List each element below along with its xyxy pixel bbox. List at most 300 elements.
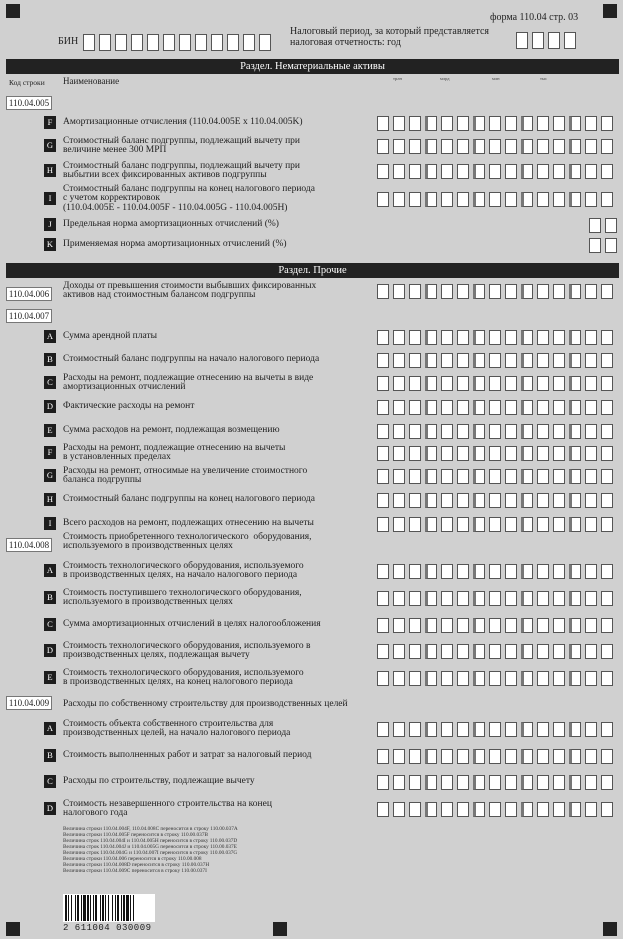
amount-digit-box[interactable] bbox=[409, 330, 421, 345]
amount-digit-box[interactable] bbox=[441, 376, 453, 391]
amount-digit-box[interactable] bbox=[537, 424, 549, 439]
amount-digit-box[interactable] bbox=[601, 775, 613, 790]
amount-input[interactable] bbox=[377, 192, 617, 207]
amount-digit-box[interactable] bbox=[505, 164, 517, 179]
amount-digit-box[interactable] bbox=[601, 644, 613, 659]
amount-digit-box[interactable] bbox=[457, 424, 469, 439]
amount-digit-box[interactable] bbox=[393, 722, 405, 737]
amount-digit-box[interactable] bbox=[377, 116, 389, 131]
amount-digit-box[interactable] bbox=[441, 353, 453, 368]
amount-digit-box[interactable] bbox=[377, 192, 389, 207]
amount-digit-box[interactable] bbox=[441, 722, 453, 737]
amount-digit-box[interactable] bbox=[489, 591, 501, 606]
amount-digit-box[interactable] bbox=[489, 469, 501, 484]
amount-digit-box[interactable] bbox=[457, 671, 469, 686]
amount-digit-box[interactable] bbox=[473, 330, 485, 345]
amount-digit-box[interactable] bbox=[521, 164, 533, 179]
amount-input[interactable] bbox=[377, 517, 617, 532]
amount-digit-box[interactable] bbox=[441, 564, 453, 579]
amount-digit-box[interactable] bbox=[521, 644, 533, 659]
amount-digit-box[interactable] bbox=[409, 376, 421, 391]
amount-digit-box[interactable] bbox=[521, 517, 533, 532]
amount-digit-box[interactable] bbox=[537, 330, 549, 345]
amount-digit-box[interactable] bbox=[377, 775, 389, 790]
bin-digit-box[interactable] bbox=[147, 34, 159, 51]
amount-digit-box[interactable] bbox=[537, 722, 549, 737]
amount-digit-box[interactable] bbox=[601, 469, 613, 484]
percent-digit-box[interactable] bbox=[605, 218, 617, 233]
amount-digit-box[interactable] bbox=[553, 517, 565, 532]
amount-digit-box[interactable] bbox=[425, 517, 437, 532]
amount-digit-box[interactable] bbox=[585, 802, 597, 817]
amount-input[interactable] bbox=[377, 618, 617, 633]
amount-digit-box[interactable] bbox=[409, 644, 421, 659]
amount-digit-box[interactable] bbox=[409, 284, 421, 299]
bin-digit-box[interactable] bbox=[131, 34, 143, 51]
amount-digit-box[interactable] bbox=[425, 139, 437, 154]
amount-digit-box[interactable] bbox=[585, 376, 597, 391]
amount-digit-box[interactable] bbox=[425, 164, 437, 179]
amount-digit-box[interactable] bbox=[505, 330, 517, 345]
amount-input[interactable] bbox=[377, 493, 617, 508]
amount-digit-box[interactable] bbox=[393, 671, 405, 686]
amount-digit-box[interactable] bbox=[505, 775, 517, 790]
amount-digit-box[interactable] bbox=[473, 775, 485, 790]
amount-digit-box[interactable] bbox=[521, 284, 533, 299]
amount-digit-box[interactable] bbox=[489, 618, 501, 633]
amount-digit-box[interactable] bbox=[473, 749, 485, 764]
amount-digit-box[interactable] bbox=[537, 618, 549, 633]
amount-digit-box[interactable] bbox=[425, 284, 437, 299]
amount-digit-box[interactable] bbox=[601, 376, 613, 391]
amount-digit-box[interactable] bbox=[457, 618, 469, 633]
amount-digit-box[interactable] bbox=[393, 139, 405, 154]
amount-digit-box[interactable] bbox=[457, 775, 469, 790]
amount-digit-box[interactable] bbox=[409, 517, 421, 532]
amount-digit-box[interactable] bbox=[553, 564, 565, 579]
percent-digit-box[interactable] bbox=[605, 238, 617, 253]
amount-digit-box[interactable] bbox=[457, 493, 469, 508]
amount-digit-box[interactable] bbox=[537, 400, 549, 415]
amount-digit-box[interactable] bbox=[473, 591, 485, 606]
amount-digit-box[interactable] bbox=[425, 493, 437, 508]
amount-digit-box[interactable] bbox=[585, 192, 597, 207]
amount-digit-box[interactable] bbox=[489, 671, 501, 686]
amount-digit-box[interactable] bbox=[537, 446, 549, 461]
amount-digit-box[interactable] bbox=[409, 671, 421, 686]
amount-digit-box[interactable] bbox=[521, 446, 533, 461]
amount-digit-box[interactable] bbox=[537, 353, 549, 368]
amount-digit-box[interactable] bbox=[377, 722, 389, 737]
amount-digit-box[interactable] bbox=[473, 564, 485, 579]
amount-digit-box[interactable] bbox=[585, 424, 597, 439]
amount-digit-box[interactable] bbox=[473, 424, 485, 439]
amount-digit-box[interactable] bbox=[537, 284, 549, 299]
amount-digit-box[interactable] bbox=[505, 591, 517, 606]
amount-digit-box[interactable] bbox=[473, 376, 485, 391]
amount-digit-box[interactable] bbox=[489, 775, 501, 790]
amount-digit-box[interactable] bbox=[489, 424, 501, 439]
amount-digit-box[interactable] bbox=[521, 802, 533, 817]
amount-digit-box[interactable] bbox=[441, 446, 453, 461]
amount-digit-box[interactable] bbox=[569, 564, 581, 579]
amount-digit-box[interactable] bbox=[553, 671, 565, 686]
amount-digit-box[interactable] bbox=[569, 376, 581, 391]
year-digit-box[interactable] bbox=[532, 32, 544, 49]
amount-digit-box[interactable] bbox=[409, 116, 421, 131]
amount-digit-box[interactable] bbox=[489, 330, 501, 345]
bin-digit-box[interactable] bbox=[259, 34, 271, 51]
amount-digit-box[interactable] bbox=[377, 564, 389, 579]
amount-digit-box[interactable] bbox=[377, 139, 389, 154]
bin-digit-box[interactable] bbox=[83, 34, 95, 51]
amount-digit-box[interactable] bbox=[457, 722, 469, 737]
amount-digit-box[interactable] bbox=[409, 446, 421, 461]
amount-digit-box[interactable] bbox=[409, 564, 421, 579]
amount-digit-box[interactable] bbox=[505, 192, 517, 207]
amount-digit-box[interactable] bbox=[425, 564, 437, 579]
bin-digit-box[interactable] bbox=[179, 34, 191, 51]
amount-digit-box[interactable] bbox=[537, 671, 549, 686]
amount-digit-box[interactable] bbox=[393, 400, 405, 415]
amount-digit-box[interactable] bbox=[377, 400, 389, 415]
amount-digit-box[interactable] bbox=[585, 591, 597, 606]
amount-digit-box[interactable] bbox=[377, 671, 389, 686]
amount-digit-box[interactable] bbox=[457, 446, 469, 461]
amount-digit-box[interactable] bbox=[441, 644, 453, 659]
amount-digit-box[interactable] bbox=[601, 446, 613, 461]
amount-digit-box[interactable] bbox=[473, 400, 485, 415]
amount-digit-box[interactable] bbox=[553, 644, 565, 659]
amount-input[interactable] bbox=[377, 722, 617, 737]
amount-digit-box[interactable] bbox=[553, 722, 565, 737]
amount-input[interactable] bbox=[377, 671, 617, 686]
amount-digit-box[interactable] bbox=[553, 376, 565, 391]
amount-digit-box[interactable] bbox=[569, 284, 581, 299]
amount-digit-box[interactable] bbox=[457, 400, 469, 415]
amount-digit-box[interactable] bbox=[441, 517, 453, 532]
amount-digit-box[interactable] bbox=[393, 469, 405, 484]
percent-digit-box[interactable] bbox=[589, 218, 601, 233]
amount-digit-box[interactable] bbox=[377, 446, 389, 461]
amount-input[interactable] bbox=[377, 330, 617, 345]
amount-digit-box[interactable] bbox=[489, 376, 501, 391]
amount-digit-box[interactable] bbox=[425, 671, 437, 686]
amount-digit-box[interactable] bbox=[585, 116, 597, 131]
amount-digit-box[interactable] bbox=[425, 722, 437, 737]
bin-digit-box[interactable] bbox=[115, 34, 127, 51]
amount-digit-box[interactable] bbox=[393, 493, 405, 508]
amount-digit-box[interactable] bbox=[377, 517, 389, 532]
amount-digit-box[interactable] bbox=[553, 469, 565, 484]
amount-input[interactable] bbox=[377, 446, 617, 461]
amount-digit-box[interactable] bbox=[457, 802, 469, 817]
amount-digit-box[interactable] bbox=[441, 749, 453, 764]
amount-digit-box[interactable] bbox=[425, 644, 437, 659]
amount-digit-box[interactable] bbox=[521, 775, 533, 790]
amount-digit-box[interactable] bbox=[409, 775, 421, 790]
amount-digit-box[interactable] bbox=[473, 618, 485, 633]
amount-digit-box[interactable] bbox=[553, 330, 565, 345]
amount-digit-box[interactable] bbox=[473, 139, 485, 154]
amount-digit-box[interactable] bbox=[585, 493, 597, 508]
amount-digit-box[interactable] bbox=[521, 591, 533, 606]
amount-input[interactable] bbox=[377, 591, 617, 606]
amount-digit-box[interactable] bbox=[585, 671, 597, 686]
amount-input[interactable] bbox=[377, 564, 617, 579]
amount-digit-box[interactable] bbox=[377, 802, 389, 817]
amount-digit-box[interactable] bbox=[585, 618, 597, 633]
amount-digit-box[interactable] bbox=[601, 116, 613, 131]
amount-digit-box[interactable] bbox=[585, 139, 597, 154]
amount-digit-box[interactable] bbox=[457, 330, 469, 345]
amount-digit-box[interactable] bbox=[473, 116, 485, 131]
amount-digit-box[interactable] bbox=[521, 564, 533, 579]
amount-digit-box[interactable] bbox=[425, 749, 437, 764]
amount-digit-box[interactable] bbox=[441, 400, 453, 415]
amount-digit-box[interactable] bbox=[505, 564, 517, 579]
amount-digit-box[interactable] bbox=[409, 618, 421, 633]
amount-digit-box[interactable] bbox=[473, 446, 485, 461]
amount-digit-box[interactable] bbox=[537, 802, 549, 817]
amount-digit-box[interactable] bbox=[425, 424, 437, 439]
amount-digit-box[interactable] bbox=[553, 192, 565, 207]
amount-digit-box[interactable] bbox=[505, 116, 517, 131]
amount-digit-box[interactable] bbox=[505, 424, 517, 439]
amount-digit-box[interactable] bbox=[441, 591, 453, 606]
amount-digit-box[interactable] bbox=[425, 400, 437, 415]
amount-digit-box[interactable] bbox=[601, 591, 613, 606]
amount-digit-box[interactable] bbox=[601, 517, 613, 532]
bin-digit-box[interactable] bbox=[163, 34, 175, 51]
amount-digit-box[interactable] bbox=[569, 400, 581, 415]
amount-digit-box[interactable] bbox=[585, 469, 597, 484]
amount-digit-box[interactable] bbox=[569, 671, 581, 686]
amount-digit-box[interactable] bbox=[569, 722, 581, 737]
amount-digit-box[interactable] bbox=[601, 400, 613, 415]
amount-digit-box[interactable] bbox=[377, 424, 389, 439]
amount-digit-box[interactable] bbox=[409, 353, 421, 368]
amount-digit-box[interactable] bbox=[585, 775, 597, 790]
amount-digit-box[interactable] bbox=[601, 671, 613, 686]
amount-input[interactable] bbox=[377, 802, 617, 817]
amount-input[interactable] bbox=[377, 116, 617, 131]
amount-digit-box[interactable] bbox=[425, 469, 437, 484]
amount-digit-box[interactable] bbox=[393, 564, 405, 579]
amount-digit-box[interactable] bbox=[537, 493, 549, 508]
amount-digit-box[interactable] bbox=[409, 192, 421, 207]
amount-digit-box[interactable] bbox=[585, 564, 597, 579]
amount-digit-box[interactable] bbox=[601, 353, 613, 368]
amount-digit-box[interactable] bbox=[457, 376, 469, 391]
amount-input[interactable] bbox=[377, 164, 617, 179]
amount-digit-box[interactable] bbox=[505, 749, 517, 764]
year-digit-box[interactable] bbox=[548, 32, 560, 49]
amount-digit-box[interactable] bbox=[521, 400, 533, 415]
amount-digit-box[interactable] bbox=[521, 192, 533, 207]
amount-digit-box[interactable] bbox=[505, 802, 517, 817]
amount-digit-box[interactable] bbox=[505, 376, 517, 391]
amount-digit-box[interactable] bbox=[441, 469, 453, 484]
amount-digit-box[interactable] bbox=[457, 139, 469, 154]
amount-digit-box[interactable] bbox=[409, 722, 421, 737]
bin-digit-box[interactable] bbox=[227, 34, 239, 51]
amount-digit-box[interactable] bbox=[457, 591, 469, 606]
amount-digit-box[interactable] bbox=[505, 722, 517, 737]
amount-digit-box[interactable] bbox=[585, 517, 597, 532]
amount-digit-box[interactable] bbox=[505, 671, 517, 686]
amount-digit-box[interactable] bbox=[489, 644, 501, 659]
amount-digit-box[interactable] bbox=[537, 116, 549, 131]
amount-digit-box[interactable] bbox=[505, 139, 517, 154]
amount-digit-box[interactable] bbox=[569, 493, 581, 508]
amount-digit-box[interactable] bbox=[505, 493, 517, 508]
amount-digit-box[interactable] bbox=[393, 424, 405, 439]
amount-digit-box[interactable] bbox=[553, 116, 565, 131]
bin-digit-box[interactable] bbox=[195, 34, 207, 51]
amount-digit-box[interactable] bbox=[521, 722, 533, 737]
amount-digit-box[interactable] bbox=[393, 284, 405, 299]
amount-digit-box[interactable] bbox=[457, 749, 469, 764]
amount-digit-box[interactable] bbox=[473, 469, 485, 484]
amount-digit-box[interactable] bbox=[489, 139, 501, 154]
amount-digit-box[interactable] bbox=[585, 749, 597, 764]
amount-digit-box[interactable] bbox=[473, 353, 485, 368]
amount-digit-box[interactable] bbox=[489, 400, 501, 415]
amount-digit-box[interactable] bbox=[377, 164, 389, 179]
amount-digit-box[interactable] bbox=[569, 330, 581, 345]
bin-digit-box[interactable] bbox=[99, 34, 111, 51]
amount-digit-box[interactable] bbox=[377, 644, 389, 659]
amount-digit-box[interactable] bbox=[569, 618, 581, 633]
amount-digit-box[interactable] bbox=[537, 775, 549, 790]
amount-input[interactable] bbox=[377, 424, 617, 439]
amount-digit-box[interactable] bbox=[473, 284, 485, 299]
amount-digit-box[interactable] bbox=[569, 424, 581, 439]
amount-digit-box[interactable] bbox=[441, 618, 453, 633]
amount-digit-box[interactable] bbox=[601, 749, 613, 764]
amount-digit-box[interactable] bbox=[489, 802, 501, 817]
amount-digit-box[interactable] bbox=[473, 671, 485, 686]
amount-digit-box[interactable] bbox=[569, 446, 581, 461]
amount-digit-box[interactable] bbox=[601, 284, 613, 299]
amount-digit-box[interactable] bbox=[601, 618, 613, 633]
amount-digit-box[interactable] bbox=[409, 164, 421, 179]
amount-digit-box[interactable] bbox=[393, 446, 405, 461]
amount-input[interactable] bbox=[377, 376, 617, 391]
amount-digit-box[interactable] bbox=[569, 469, 581, 484]
amount-input[interactable] bbox=[377, 469, 617, 484]
amount-digit-box[interactable] bbox=[553, 749, 565, 764]
amount-digit-box[interactable] bbox=[457, 517, 469, 532]
amount-digit-box[interactable] bbox=[473, 493, 485, 508]
amount-digit-box[interactable] bbox=[409, 400, 421, 415]
amount-digit-box[interactable] bbox=[569, 116, 581, 131]
amount-digit-box[interactable] bbox=[489, 284, 501, 299]
amount-digit-box[interactable] bbox=[553, 775, 565, 790]
amount-digit-box[interactable] bbox=[377, 376, 389, 391]
amount-digit-box[interactable] bbox=[569, 749, 581, 764]
amount-digit-box[interactable] bbox=[521, 139, 533, 154]
amount-digit-box[interactable] bbox=[377, 353, 389, 368]
amount-digit-box[interactable] bbox=[393, 591, 405, 606]
amount-digit-box[interactable] bbox=[409, 591, 421, 606]
amount-digit-box[interactable] bbox=[393, 644, 405, 659]
amount-digit-box[interactable] bbox=[393, 775, 405, 790]
amount-digit-box[interactable] bbox=[505, 517, 517, 532]
amount-digit-box[interactable] bbox=[409, 802, 421, 817]
amount-digit-box[interactable] bbox=[601, 139, 613, 154]
amount-digit-box[interactable] bbox=[553, 424, 565, 439]
amount-digit-box[interactable] bbox=[521, 353, 533, 368]
amount-digit-box[interactable] bbox=[489, 517, 501, 532]
amount-digit-box[interactable] bbox=[425, 802, 437, 817]
amount-digit-box[interactable] bbox=[553, 164, 565, 179]
amount-digit-box[interactable] bbox=[489, 564, 501, 579]
amount-input[interactable] bbox=[377, 284, 617, 299]
amount-digit-box[interactable] bbox=[441, 164, 453, 179]
amount-digit-box[interactable] bbox=[553, 284, 565, 299]
amount-digit-box[interactable] bbox=[473, 722, 485, 737]
amount-digit-box[interactable] bbox=[409, 493, 421, 508]
amount-digit-box[interactable] bbox=[473, 192, 485, 207]
amount-digit-box[interactable] bbox=[569, 591, 581, 606]
amount-digit-box[interactable] bbox=[601, 802, 613, 817]
amount-digit-box[interactable] bbox=[425, 618, 437, 633]
amount-input[interactable] bbox=[377, 353, 617, 368]
amount-digit-box[interactable] bbox=[393, 749, 405, 764]
amount-digit-box[interactable] bbox=[393, 376, 405, 391]
amount-digit-box[interactable] bbox=[457, 564, 469, 579]
amount-digit-box[interactable] bbox=[601, 722, 613, 737]
amount-digit-box[interactable] bbox=[425, 116, 437, 131]
amount-digit-box[interactable] bbox=[489, 353, 501, 368]
amount-digit-box[interactable] bbox=[505, 618, 517, 633]
amount-digit-box[interactable] bbox=[377, 618, 389, 633]
amount-digit-box[interactable] bbox=[393, 618, 405, 633]
amount-digit-box[interactable] bbox=[393, 517, 405, 532]
amount-digit-box[interactable] bbox=[489, 192, 501, 207]
amount-digit-box[interactable] bbox=[521, 671, 533, 686]
amount-digit-box[interactable] bbox=[425, 591, 437, 606]
amount-digit-box[interactable] bbox=[441, 671, 453, 686]
amount-digit-box[interactable] bbox=[553, 802, 565, 817]
amount-digit-box[interactable] bbox=[377, 749, 389, 764]
amount-digit-box[interactable] bbox=[441, 802, 453, 817]
amount-digit-box[interactable] bbox=[393, 353, 405, 368]
amount-digit-box[interactable] bbox=[537, 517, 549, 532]
amount-digit-box[interactable] bbox=[537, 469, 549, 484]
year-digit-box[interactable] bbox=[564, 32, 576, 49]
amount-digit-box[interactable] bbox=[377, 591, 389, 606]
amount-digit-box[interactable] bbox=[377, 493, 389, 508]
amount-digit-box[interactable] bbox=[601, 330, 613, 345]
amount-digit-box[interactable] bbox=[441, 330, 453, 345]
amount-digit-box[interactable] bbox=[505, 469, 517, 484]
amount-digit-box[interactable] bbox=[601, 493, 613, 508]
amount-digit-box[interactable] bbox=[457, 284, 469, 299]
amount-digit-box[interactable] bbox=[441, 775, 453, 790]
amount-digit-box[interactable] bbox=[393, 330, 405, 345]
amount-digit-box[interactable] bbox=[409, 469, 421, 484]
amount-digit-box[interactable] bbox=[473, 644, 485, 659]
amount-input[interactable] bbox=[377, 644, 617, 659]
amount-digit-box[interactable] bbox=[521, 469, 533, 484]
amount-digit-box[interactable] bbox=[457, 164, 469, 179]
amount-digit-box[interactable] bbox=[505, 644, 517, 659]
amount-digit-box[interactable] bbox=[585, 353, 597, 368]
amount-digit-box[interactable] bbox=[505, 446, 517, 461]
